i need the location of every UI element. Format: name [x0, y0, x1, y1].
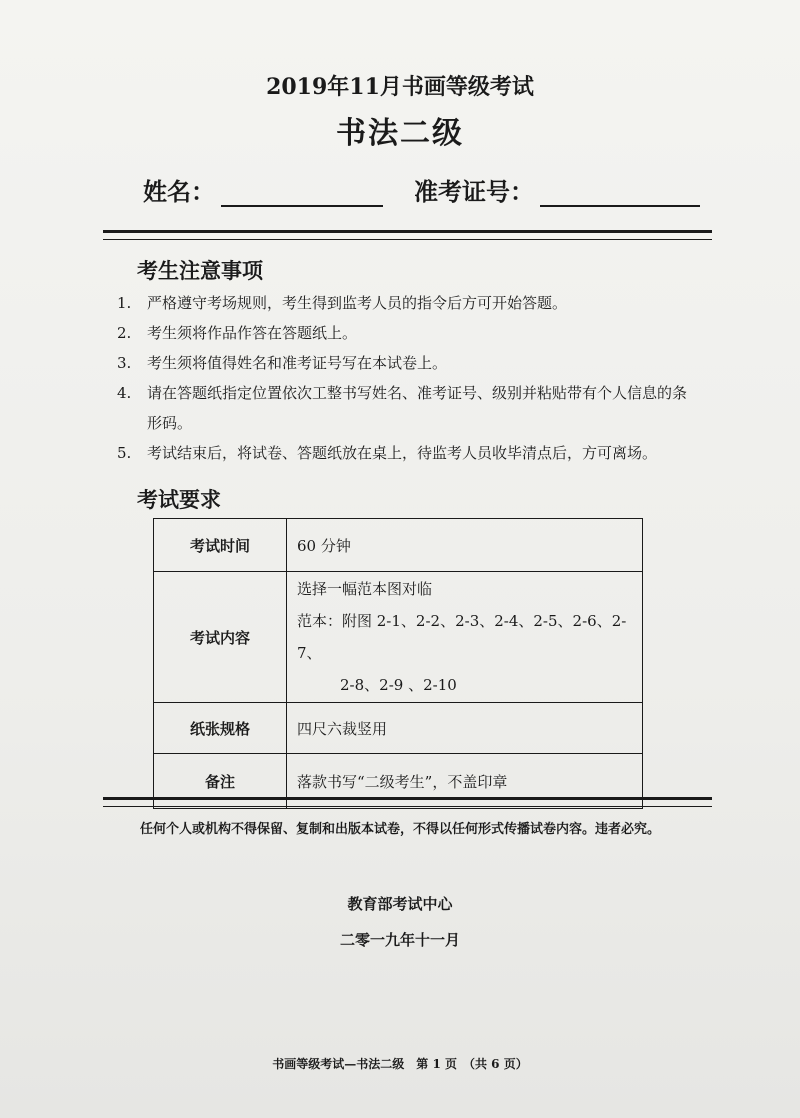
note-text: 考生须将值得姓名和准考证号写在本试卷上。	[147, 354, 448, 372]
table-row	[154, 572, 643, 703]
note-number: 1.	[117, 294, 132, 312]
issuer: 教育部考试中心	[347, 895, 453, 913]
name-blank-line	[221, 179, 383, 207]
remark-label: 备注	[154, 754, 287, 809]
name-label: 姓名：	[143, 177, 215, 206]
note-item	[117, 348, 697, 378]
bottom-divider	[103, 797, 712, 807]
note-item	[117, 378, 697, 438]
top-divider	[103, 230, 712, 240]
content-line-3: 2-8、2-9 、2-10	[340, 676, 457, 694]
remark-value: 落款书写“二级考生”，不盖印章	[287, 754, 643, 809]
note-item	[117, 318, 697, 348]
note-number: 2.	[117, 324, 132, 342]
paper-label: 纸张规格	[154, 703, 287, 754]
note-item	[117, 288, 697, 318]
notes-list	[117, 288, 697, 468]
note-number: 5.	[117, 444, 132, 462]
requirements-title: 考试要求	[137, 487, 221, 512]
paper-value: 四尺六裁竖用	[287, 703, 643, 754]
note-text: 考生须将作品作答在答题纸上。	[147, 324, 358, 342]
time-value: 60 分钟	[287, 519, 643, 572]
note-text: 请在答题纸指定位置依次工整书写姓名、准考证号、级别并粘贴带有个人信息的条形码。	[147, 384, 688, 432]
time-label: 考试时间	[154, 519, 287, 572]
candidate-id-field	[414, 172, 700, 207]
table-row	[154, 703, 643, 754]
exam-title: 2019年11月书画等级考试	[266, 74, 534, 100]
requirements-table	[153, 518, 643, 809]
notes-title: 考生注意事项	[137, 258, 263, 283]
note-item	[117, 438, 697, 468]
note-text: 考试结束后，将试卷、答题纸放在桌上，待监考人员收毕清点后，方可离场。	[147, 444, 658, 462]
copyright-notice: 任何个人或机构不得保留、复制和出版本试卷，不得以任何形式传播试卷内容。违者必究。	[139, 822, 660, 837]
note-text: 严格遵守考场规则，考生得到监考人员的指令后方可开始答题。	[147, 294, 568, 312]
content-label: 考试内容	[154, 572, 287, 703]
issue-date: 二零一九年十一月	[339, 931, 460, 949]
table-row	[154, 519, 643, 572]
content-value	[287, 572, 643, 703]
note-number: 4.	[117, 384, 132, 402]
content-line-1: 选择一幅范本图对临	[297, 580, 433, 598]
candidate-id-blank-line	[540, 179, 700, 207]
content-line-2: 范本：附图 2-1、2-2、2-3、2-4、2-5、2-6、2-7、	[297, 612, 627, 662]
candidate-id-label: 准考证号：	[414, 177, 534, 206]
page-footer: 书画等级考试—书法二级 第 1 页 （共 6 页）	[272, 1057, 528, 1071]
name-field	[143, 172, 383, 207]
note-number: 3.	[117, 354, 132, 372]
exam-subtitle: 书法二级	[336, 116, 464, 151]
